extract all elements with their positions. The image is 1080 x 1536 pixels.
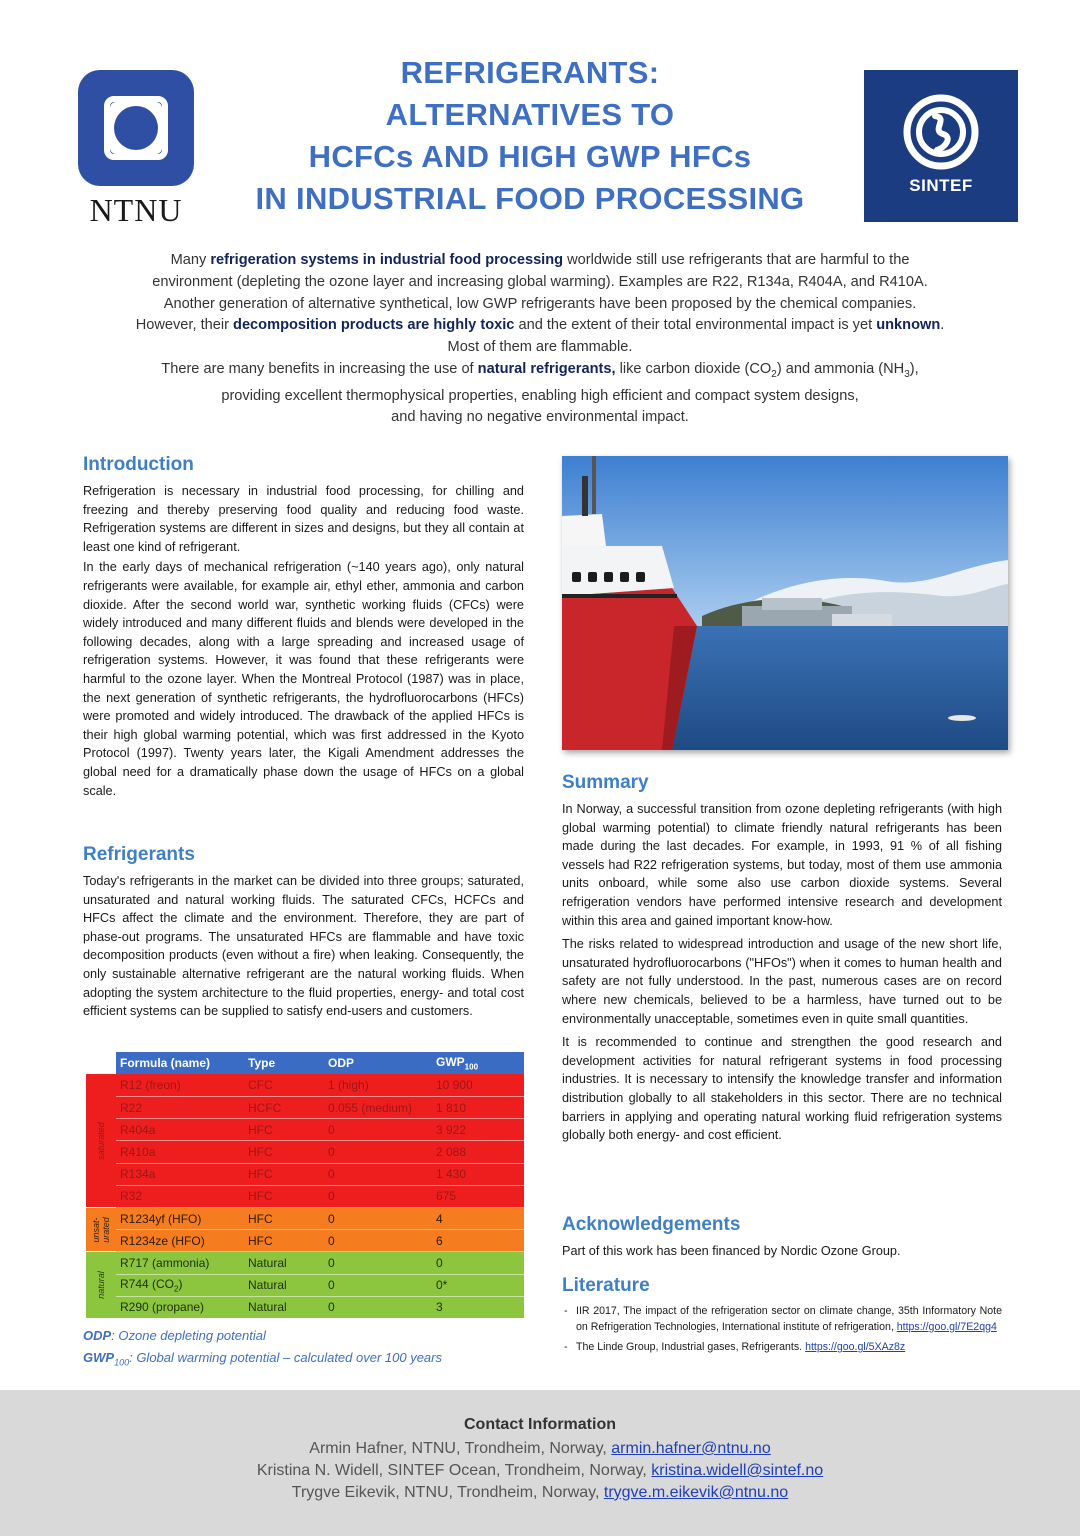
abstract-line: Most of them are flammable. [447,339,633,356]
introduction-paragraph: Refrigeration is necessary in industrial food processing, for chilling and freezing and thereby preserving food quality and reducing food waste. Refrigeration systems are different in sizes and designs, but they all contain at least one kind of refrigerant. [83,484,524,554]
refrigerants-heading: Refrigerants [83,844,195,865]
table-row: R32 HFC 0 675 [86,1185,524,1207]
title-line-4: IN INDUSTRIAL FOOD PROCESSING [255,181,805,216]
email-link[interactable]: trygve.m.eikevik@ntnu.no [603,1484,789,1501]
literature-link[interactable]: https://goo.gl/7E2qg4 [896,1321,997,1333]
title-line-1: REFRIGERANTS: [400,55,660,90]
sintef-logo [864,70,1018,222]
introduction-section [83,454,524,800]
table-row: R410a HFC 0 2 088 [86,1141,524,1163]
sintef-emblem-icon [901,92,981,172]
literature-item: - IIR 2017, The impact of the refrigeration sector on climate change, 35th Informatory Note on Refrigeration Technologies, International institute of refrigeration, https://goo.gl/7E2qg4 [562,1303,1002,1335]
summary-paragraph: In Norway, a successful transition from ozone depleting refrigerants (with high global warming potential) to climate friendly natural refrigerants has been made during the last decades. For example, in 1993, 91 % of all fishing vessels had R22 refrigeration systems, but today, most of them use ammonia units onboard, while some also use carbon dioxide systems. Several refrigeration vendors have performed intensive research and development within this area and gained important know-how. [562,802,1002,928]
title-line-3: HCFCs AND HIGH GWP HFCs [308,139,752,174]
acknowledgements-heading: Acknowledgements [562,1214,741,1235]
literature-heading: Literature [562,1275,650,1296]
email-link[interactable]: armin.hafner@ntnu.no [611,1440,771,1457]
summary-heading: Summary [562,772,649,793]
ntnu-logo-icon [78,70,194,186]
table-row: unsat- urated R1234yf (HFO) HFC 0 4 [86,1208,524,1230]
abstract-line: There are many benefits in increasing the use of natural refrigerants, like carbon dioxide $(CO_2)$ and ammonia $(NH_3)$, [161,360,919,380]
table-row: R404a HFC 0 3 922 [86,1119,524,1141]
refrigerants-paragraph: Today's refrigerants in the market can be divided into three groups; saturated, unsaturated and natural working fluids. The saturated CFCs, HCFCs and HFCs affect the climate and the environment. Therefore, they are part of phase-out programs. The unsaturated HFCs are flammable and have toxic decomposition products (even without a fire) when leaking. Consequently, the only sustainable alternative refrigerant are the natural working fluids. When adopting the system architecture to the fluid properties, energy- and total cost efficient systems can be supplied to satisfy end-users and customers. [83,874,524,1019]
sintef-logo-text: SINTEF [909,176,973,195]
table-row: R744 $(CO_2)$ Natural 0 0* [86,1274,524,1296]
poster-title [220,52,840,220]
acknowledgements-section [562,1214,1002,1261]
legend-gwp: $GWP_{100}$: Global warming potential – calculated over 100 years [83,1350,442,1368]
ntnu-logo [78,70,194,229]
ship-harbor-image [562,456,1008,750]
table-row: natural R717 (ammonia) Natural 0 0 [86,1252,524,1274]
legend-odp: ODP: Ozone depleting potential [83,1328,266,1343]
group-saturated: saturated [86,1074,116,1207]
literature-section [562,1275,1002,1359]
table-row: R290 (propane) Natural 0 3 [86,1296,524,1318]
summary-paragraph: It is recommended to continue and strengthen the good research and development activities for natural refrigerant systems in food processing industries. It is necessary to intensify the knowledge transfer and information distribution globally to all stakeholders in this sector. There are no technical barriers in applying and operating natural working fluid refrigeration systems globally both energy- and cost efficient. [562,1035,1002,1143]
col-formula: Formula (name) [116,1052,244,1074]
acknowledgements-text: Part of this work has been financed by Nordic Ozone Group. [562,1244,901,1258]
ntnu-logo-text: NTNU [89,192,183,228]
col-type: Type [244,1052,324,1074]
group-natural: natural [86,1252,116,1319]
literature-link[interactable]: https://goo.gl/5XAz8z [805,1341,906,1353]
abstract-line: providing excellent thermophysical properties, enabling high efficient and compact system designs, [221,387,859,404]
abstract [80,250,1000,429]
col-gwp: $GWP_{100}$ [432,1052,524,1074]
contact-person: Trygve Eikevik, NTNU, Trondheim, Norway, trygve.m.eikevik@ntnu.no [291,1484,789,1501]
email-link[interactable]: kristina.widell@sintef.no [651,1462,824,1479]
summary-section [562,772,1002,1145]
introduction-heading: Introduction [83,454,194,475]
table-header-row [86,1052,524,1074]
literature-item: - The Linde Group, Industrial gases, Refrigerants. https://goo.gl/5XAz8z [562,1339,1002,1355]
group-unsaturated: unsat- urated [86,1208,116,1252]
title-line-2: ALTERNATIVES TO [385,97,675,132]
table-row: R134a HFC 0 1 430 [86,1163,524,1185]
summary-paragraph: The risks related to widespread introduction and usage of the new short life, unsaturated hydrofluorocarbons ("HFOs") when it comes to human health and safety are not fully understood. In the past, numerous cases are on record where new chemicals, believed to be a harmless, have turned out to be environmentally unacceptable, sometimes even in quite small quantities. [562,937,1002,1026]
contact-heading: Contact Information [464,1416,616,1433]
refrigerants-table [86,1052,524,1319]
harbor-photo [562,456,1008,750]
contact-person: Kristina N. Widell, SINTEF Ocean, Trondheim, Norway, kristina.widell@sintef.no [256,1462,824,1479]
abstract-line: and having no negative environmental impact. [391,409,689,426]
abstract-line: Many refrigeration systems in industrial food processing worldwide still use refrigerants that are harmful to the [170,252,910,268]
abstract-line: However, their decomposition products are highly toxic and the extent of their total environmental impact is yet unknown. [135,317,945,334]
contact-footer [0,1390,1080,1536]
refrigerants-section [83,844,524,1021]
abstract-line: environment (depleting the ozone layer and increasing global warming). Examples are R22, R134a, R404A, and R410A. [152,273,928,290]
abstract-line: Another generation of alternative synthetical, low GWP refrigerants have been proposed by the chemical companies. [163,295,917,312]
introduction-paragraph: In the early days of mechanical refrigeration (~140 years ago), only natural refrigerants were available, for example air, ethyl ether, ammonia and carbon dioxide. After the second world war, synthetic working fluids (CFCs) were widely introduced and many different fluids and blends were developed in the following decades, along with a large spreading and increased usage of refrigeration systems. However, it was found that these refrigerants were harmful to the ozone layer. When the Montreal Protocol (1987) was in place, the next generation of synthetic refrigerants, the hydrofluorocarbons (HFCs) were promoted and widely introduced. The drawback of the applied HFCs is their high global warming potential, which was first addressed in the Kyoto Protocol (1997). Twenty years later, the Kigali Amendment addresses the global need for a dramatically phase down the usage of HFCs on a global scale. [83,560,524,798]
table-row: R1234ze (HFO) HFC 0 6 [86,1230,524,1252]
col-odp: ODP [324,1052,432,1074]
contact-person: Armin Hafner, NTNU, Trondheim, Norway, armin.hafner@ntnu.no [309,1440,771,1457]
table-row: saturated R12 (freon) CFC 1 (high) 10 900 [86,1074,524,1096]
table-row: R22 HCFC 0.055 (medium) 1 810 [86,1097,524,1119]
